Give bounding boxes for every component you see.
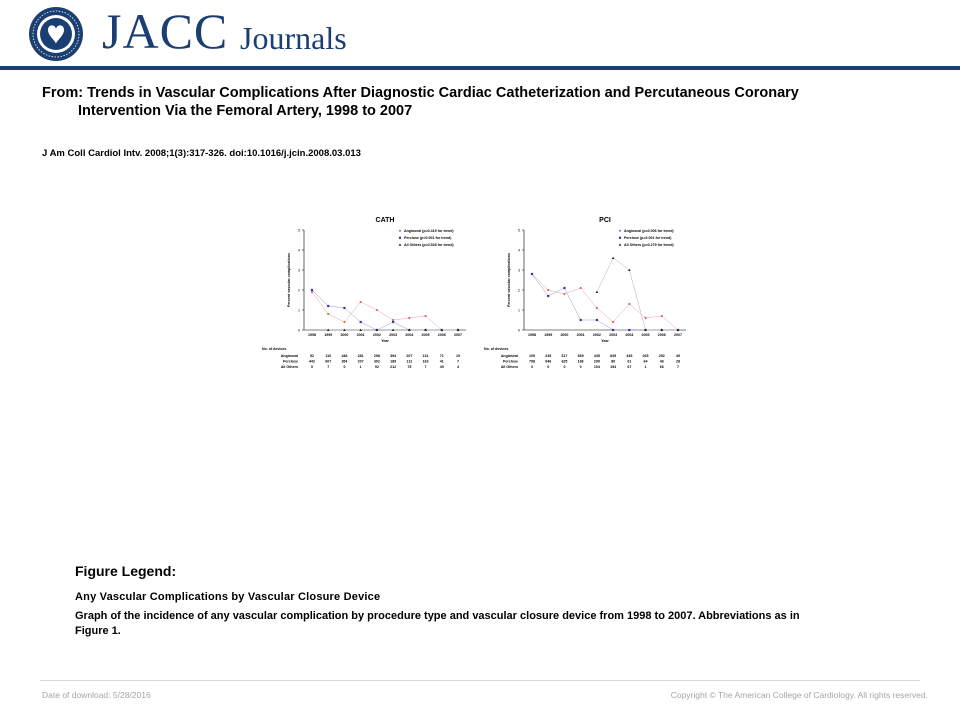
chart1-legend-marker — [399, 230, 401, 232]
chart1-point-angioseal — [392, 319, 394, 321]
chart1-devices-value: 1 — [359, 365, 362, 368]
chart1-devices-value: 607 — [325, 359, 332, 364]
chart2-x-tick-label: 2001 — [576, 333, 585, 337]
chart1-point-angioseal — [376, 309, 378, 311]
chart1-devices-value: 302 — [373, 359, 380, 364]
chart2-devices-value: 299 — [593, 359, 600, 364]
chart2-x-tick-label: 2004 — [625, 333, 634, 337]
chart2-point-angioseal — [580, 287, 582, 289]
chart2-devices-label: All Others — [500, 365, 518, 368]
chart2-point-perclose — [580, 319, 582, 321]
chart1-devices-value: 112 — [406, 359, 413, 364]
chart2-series-line-1 — [532, 274, 678, 330]
figure-legend-description: Graph of the incidence of any vascular complication by procedure type and vascular closure device from 1998 to 2007. Abbreviations as in Figure 1. — [75, 610, 800, 637]
chart2-point-others — [596, 291, 599, 293]
chart2-point-perclose — [628, 329, 630, 331]
chart2-legend-marker — [619, 243, 622, 245]
chart1-point-angioseal — [360, 301, 362, 303]
chart2-y-axis-label: Percent vascular complications — [507, 253, 511, 307]
chart1-point-perclose — [392, 321, 394, 323]
chart1-x-tick-label: 2000 — [340, 333, 349, 337]
chart2-devices-label: Angioseal — [500, 354, 518, 358]
chart1-devices-value: 7 — [327, 365, 330, 368]
chart1-legend-marker — [399, 237, 401, 239]
footer-rule — [40, 680, 920, 681]
chart1-point-perclose — [311, 289, 313, 291]
chart2-point-others — [628, 269, 631, 271]
chart1-devices-value: 49 — [439, 365, 444, 368]
chart2-devices-value: 849 — [610, 354, 617, 358]
chart1-y-tick-label: 4 — [298, 248, 300, 253]
chart1-point-angioseal — [424, 315, 426, 317]
chart2-point-angioseal — [661, 315, 663, 317]
chart1-devices-value: 92 — [374, 365, 379, 368]
chart2-point-perclose — [563, 287, 565, 289]
chart2-legend-marker — [619, 237, 621, 239]
chart1-x-axis-label: Year — [381, 339, 389, 343]
download-date: Date of download: 5/28/2016 — [42, 690, 151, 700]
chart1-x-tick-label: 2005 — [421, 333, 430, 337]
chart1-devices-value: 4 — [457, 365, 459, 368]
chart1-devices-value: 71 — [439, 354, 444, 358]
chart2-devices-value: 0 — [563, 365, 566, 368]
chart1-point-angioseal — [311, 291, 313, 293]
chart1-y-tick-label: 2 — [298, 288, 300, 293]
chart1-x-tick-label: 1999 — [324, 333, 333, 337]
chart2-x-tick-label: 1999 — [544, 333, 553, 337]
figure-legend-heading: Figure Legend: — [75, 563, 177, 579]
chart1-devices-value: 442 — [309, 359, 315, 364]
chart2-devices-value: 798 — [529, 359, 535, 364]
chart1-x-tick-label: 2004 — [405, 333, 414, 337]
chart1-devices-value: 0 — [311, 365, 313, 368]
article-title — [42, 84, 912, 120]
chart2-y-tick-label: 2 — [518, 288, 520, 293]
chart1-title: CATH — [375, 217, 395, 224]
header-rule — [0, 66, 960, 70]
article-title-line1: From: Trends in Vascular Complications After Diagnostic Cardiac Catheterization and Percutaneous Coronary — [42, 85, 799, 101]
chart1-point-perclose — [360, 321, 362, 323]
header — [0, 0, 960, 68]
chart1-series-line-2 — [312, 290, 458, 330]
chart2-devices-value: 61 — [627, 359, 632, 364]
chart1-devices-label: Perclose — [283, 359, 298, 364]
chart1-devices-value: 7 — [424, 365, 427, 368]
chart1-point-perclose — [327, 305, 329, 307]
citation: J Am Coll Cardiol Intv. 2008;1(3):317-326. doi:10.1016/j.jcin.2008.03.013 — [42, 148, 361, 159]
chart1-point-angioseal — [408, 317, 410, 319]
chart2-point-angioseal — [612, 321, 614, 323]
chart2-devices-value: 617 — [561, 354, 568, 358]
chart2-devices-value: 186 — [577, 359, 584, 364]
chart2-devices-value: 625 — [561, 359, 568, 364]
chart1-point-angioseal — [343, 321, 345, 323]
chart2-devices-value: 1 — [644, 365, 647, 368]
chart1-devices-label: Angioseal — [280, 354, 298, 358]
chart1-x-tick-label: 1998 — [308, 333, 316, 337]
chart2-point-perclose — [612, 329, 614, 331]
chart1-devices-value: 131 — [422, 354, 429, 358]
chart1-series-line-1 — [312, 292, 458, 330]
chart2-y-tick-label: 5 — [518, 228, 520, 233]
acc-seal-logo — [28, 6, 84, 62]
chart1-devices-value: 394 — [390, 354, 397, 358]
chart1-point-perclose — [343, 307, 345, 309]
article-title-line2: Intervention Via the Femoral Artery, 1998 to 2007 — [78, 103, 413, 119]
chart2-devices-value: 0 — [547, 365, 550, 368]
chart2-point-angioseal — [547, 289, 549, 291]
chart2-x-axis-label: Year — [601, 339, 609, 343]
chart1-y-tick-label: 0 — [298, 328, 300, 333]
chart2-legend-entry: All Others (p=0.279 for trend) — [624, 243, 674, 247]
chart2-devices-value: 64 — [643, 359, 648, 364]
chart2-devices-value: 104 — [593, 365, 600, 368]
journals-logo-text: Journals — [240, 20, 347, 56]
chart2-x-tick-label: 2006 — [657, 333, 666, 337]
chart2-devices-value: 669 — [577, 354, 584, 358]
chart2-devices-value: 109 — [529, 354, 535, 358]
chart1-devices-value: 207 — [357, 359, 364, 364]
chart2-devices-value: 7 — [677, 365, 679, 368]
chart2-x-tick-label: 2002 — [592, 333, 601, 337]
chart1-y-tick-label: 1 — [298, 308, 300, 313]
chart2-legend-entry: Perclose (p=0.001 for trend) — [624, 236, 672, 240]
chart2-y-tick-label: 3 — [518, 268, 520, 273]
copyright: Copyright © The American College of Cardiology. All rights reserved. — [670, 690, 928, 700]
chart2-devices-value: 445 — [593, 354, 600, 358]
chart2-devices-value: 0 — [531, 365, 533, 368]
chart2-series-line-2 — [532, 274, 678, 330]
chart1-x-tick-label: 2003 — [389, 333, 398, 337]
chart1-devices-value: 189 — [390, 359, 397, 364]
chart2-x-tick-label: 2007 — [674, 333, 682, 337]
chart1-x-tick-label: 2006 — [437, 333, 446, 337]
chart2-point-perclose — [596, 319, 598, 321]
chart2-devices-value: 946 — [545, 359, 552, 364]
chart1-x-tick-label: 2007 — [454, 333, 462, 337]
chart1-devices-value: 207 — [406, 354, 413, 358]
figure-charts — [258, 208, 708, 368]
chart2-devices-value: 67 — [627, 365, 632, 368]
chart1-y-tick-label: 5 — [298, 228, 300, 233]
chart1-x-tick-label: 2002 — [372, 333, 381, 337]
chart2-devices-value: 28 — [676, 359, 680, 364]
chart1-y-tick-label: 3 — [298, 268, 300, 273]
chart2-x-tick-label: 1998 — [528, 333, 536, 337]
chart1-devices-value: 163 — [422, 359, 429, 364]
chart2-point-perclose — [531, 273, 533, 275]
chart1-devices-value: 281 — [357, 354, 364, 358]
chart2-devices-value: 0 — [579, 365, 582, 368]
chart2-x-tick-label: 2000 — [560, 333, 569, 337]
chart2-devices-value: 265 — [642, 354, 649, 358]
chart1-y-axis-label: Percent vascular complications — [287, 253, 291, 307]
chart2-x-tick-label: 2003 — [609, 333, 618, 337]
chart2-devices-value: 80 — [611, 359, 616, 364]
chart1-devices-value: 110 — [325, 354, 332, 358]
chart2-devices-value: 245 — [545, 354, 552, 358]
chart1-legend-entry: Angioseal (p=0.419 for trend) — [404, 229, 454, 233]
chart1-devices-value: 41 — [439, 359, 444, 364]
chart2-point-perclose — [547, 295, 549, 297]
chart2-title: PCI — [599, 217, 611, 224]
chart2-devices-value: 445 — [626, 354, 633, 358]
chart2-y-tick-label: 4 — [518, 248, 520, 253]
chart2-point-others — [612, 257, 615, 259]
chart1-point-angioseal — [327, 313, 329, 315]
chart1-devices-value: 354 — [341, 359, 348, 364]
chart1-devices-value: 212 — [390, 365, 397, 368]
chart1-devices-value: 75 — [407, 365, 412, 368]
chart2-devices-value: 66 — [659, 365, 664, 368]
figure-legend-subtitle: Any Vascular Complications by Vascular Closure Device — [75, 591, 381, 603]
chart2-devices-value: 194 — [610, 365, 617, 368]
chart1-devices-value: 7 — [457, 359, 459, 364]
chart1-devices-value: 52 — [310, 354, 314, 358]
chart2-x-tick-label: 2005 — [641, 333, 650, 337]
chart2-legend-entry: Angioseal (p=0.006 for trend) — [624, 229, 674, 233]
chart1-devices-value: 19 — [456, 354, 460, 358]
chart2-devices-value: 49 — [676, 354, 680, 358]
chart2-legend-marker — [619, 230, 621, 232]
jacc-logo-text: JACC — [102, 3, 229, 59]
chart1-legend-entry: All Others (p=0.528 for trend) — [404, 243, 454, 247]
chart2-devices-value: 252 — [658, 354, 665, 358]
chart2-point-angioseal — [596, 307, 598, 309]
chart2-point-angioseal — [628, 303, 630, 305]
chart1-legend-entry: Perclose (p<0.001 for trend) — [404, 236, 452, 240]
chart1-devices-header: No. of devices — [262, 347, 287, 351]
chart2-devices-label: Perclose — [503, 359, 518, 364]
chart1-x-tick-label: 2001 — [356, 333, 365, 337]
chart1-devices-value: 0 — [343, 365, 346, 368]
chart2-point-angioseal — [563, 293, 565, 295]
chart2-point-angioseal — [644, 317, 646, 319]
chart1-devices-value: 448 — [341, 354, 348, 358]
chart2-devices-header: No. of devices — [484, 347, 509, 351]
chart1-legend-marker — [399, 243, 402, 245]
chart2-devices-value: 46 — [659, 359, 664, 364]
chart1-devices-value: 298 — [373, 354, 380, 358]
chart2-y-tick-label: 0 — [518, 328, 520, 333]
chart1-devices-label: All Others — [280, 365, 298, 368]
chart2-y-tick-label: 1 — [518, 308, 520, 313]
